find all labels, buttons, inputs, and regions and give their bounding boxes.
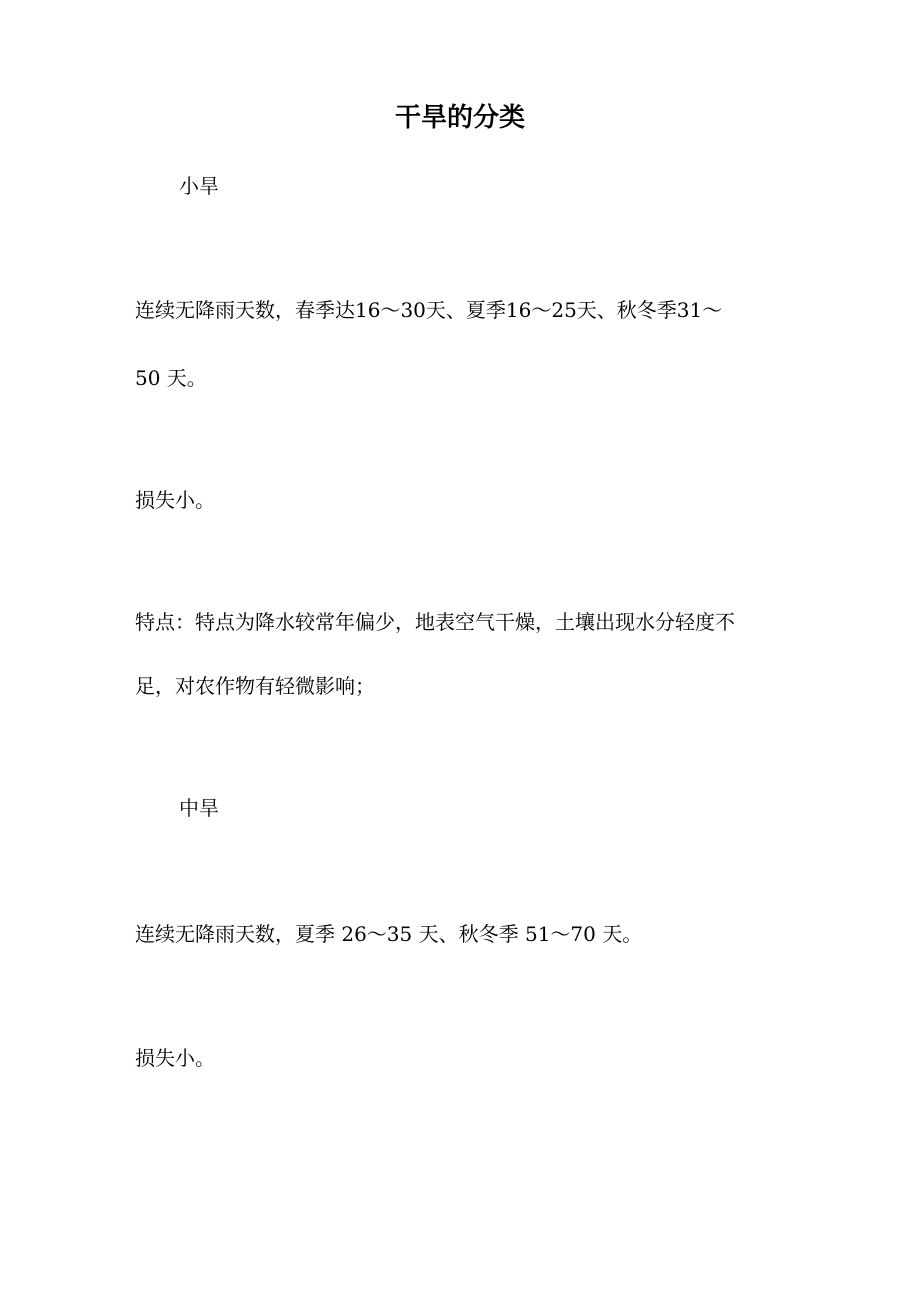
section-heading-minor-drought: 小旱	[179, 174, 219, 198]
section-heading-moderate-drought: 中旱	[179, 796, 219, 820]
minor-drought-feature-line-2: 足，对农作物有轻微影响；	[135, 674, 375, 698]
minor-drought-days-line-1: 连续无降雨天数，春季达16〜30天、夏季16〜25天、秋冬季31〜	[135, 298, 723, 322]
moderate-drought-loss: 损失小。	[135, 1046, 215, 1070]
minor-drought-days-line-2: 50 天。	[135, 366, 207, 390]
minor-drought-loss: 损失小。	[135, 488, 215, 512]
moderate-drought-days-line-1: 连续无降雨天数，夏季 26〜35 天、秋冬季 51〜70 天。	[135, 922, 643, 946]
minor-drought-feature-line-1: 特点：特点为降水较常年偏少，地表空气干燥，土壤出现水分轻度不	[135, 610, 735, 634]
document-title: 干旱的分类	[394, 103, 525, 133]
